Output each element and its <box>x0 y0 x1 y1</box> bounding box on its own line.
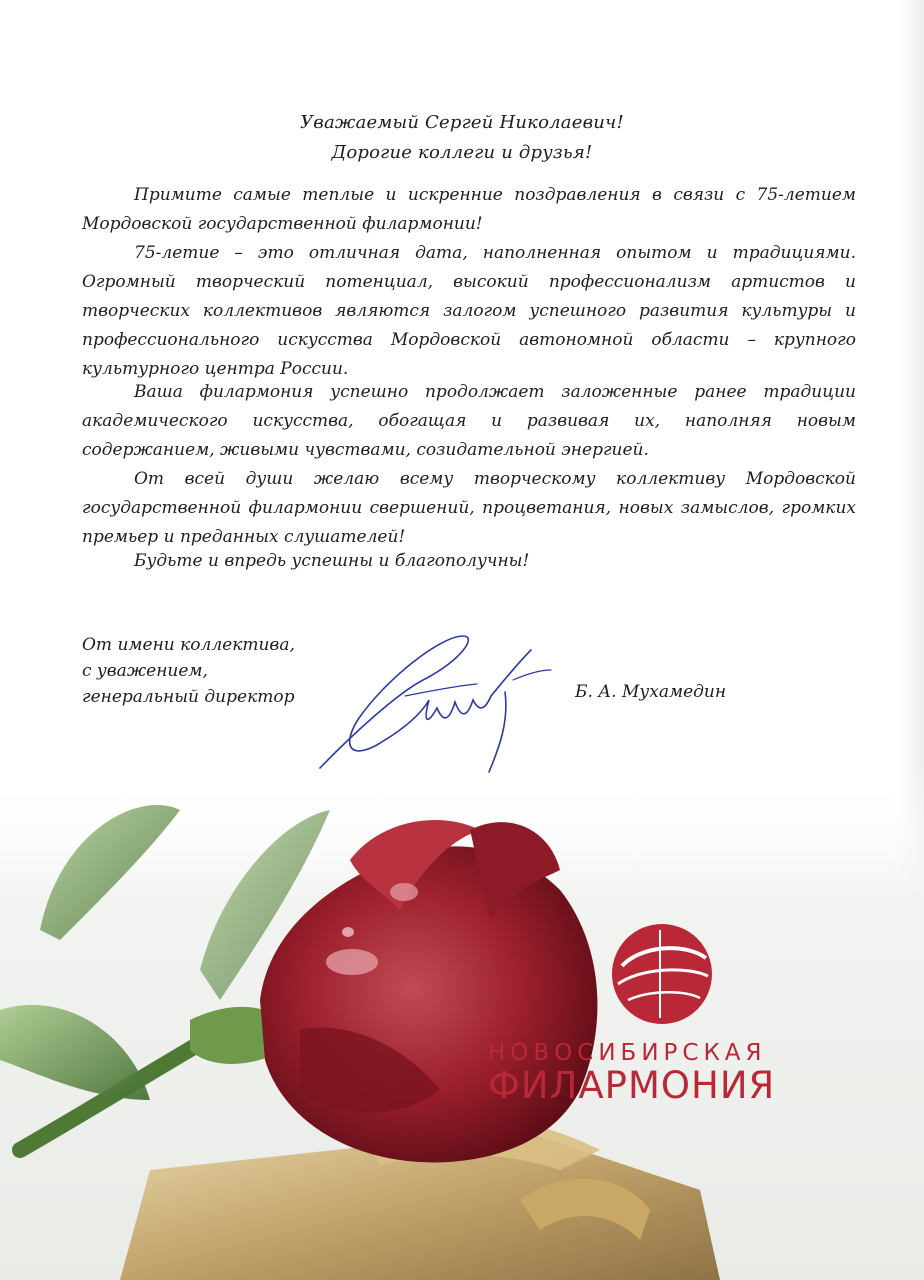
paragraph-anniversary: 75-летие – это отличная дата, наполненная опытом и традициями. Огромный творческий потенциал, высокий профессионализм артистов и творческих коллективов являются залогом успешного развития культуры и профессионального искусства Мордовской автономной области – крупного культурного центра России. <box>82 243 856 379</box>
closing-line-2: с уважением, <box>82 661 208 681</box>
signer-name: Б. А. Мухамедин <box>575 682 727 702</box>
salutation-line-1: Уважаемый Сергей Николаевич! <box>300 112 624 133</box>
logo-text-top: НОВОСИБИРСКАЯ <box>488 1040 767 1066</box>
salutation-line-2: Дорогие коллеги и друзья! <box>331 142 593 163</box>
closing-line-3: генеральный директор <box>82 687 295 707</box>
handwritten-signature <box>305 630 565 780</box>
rose-photo <box>0 770 924 1280</box>
logo-text-bottom: ФИЛАРМОНИЯ <box>488 1064 776 1107</box>
paragraph-closing-wish: Будьте и впредь успешны и благополучны! <box>134 551 530 571</box>
closing-block <box>82 632 295 710</box>
paragraph-traditions: Ваша филармония успешно продолжает заложенные ранее традиции академического искусства, обогащая и развивая их, наполняя новым содержанием, живыми чувствами, созидательной энергией. <box>82 382 856 460</box>
paragraph-wishes: От всей души желаю всему творческому коллективу Мордовской государственной филармонии свершений, процветания, новых замыслов, громких премьер и преданных слушателей! <box>82 469 856 547</box>
paragraph-congratulations: Примите самые теплые и искренние поздравления в связи с 75-летием Мордовской государственной филармонии! <box>82 185 856 234</box>
closing-line-1: От имени коллектива, <box>82 635 295 655</box>
